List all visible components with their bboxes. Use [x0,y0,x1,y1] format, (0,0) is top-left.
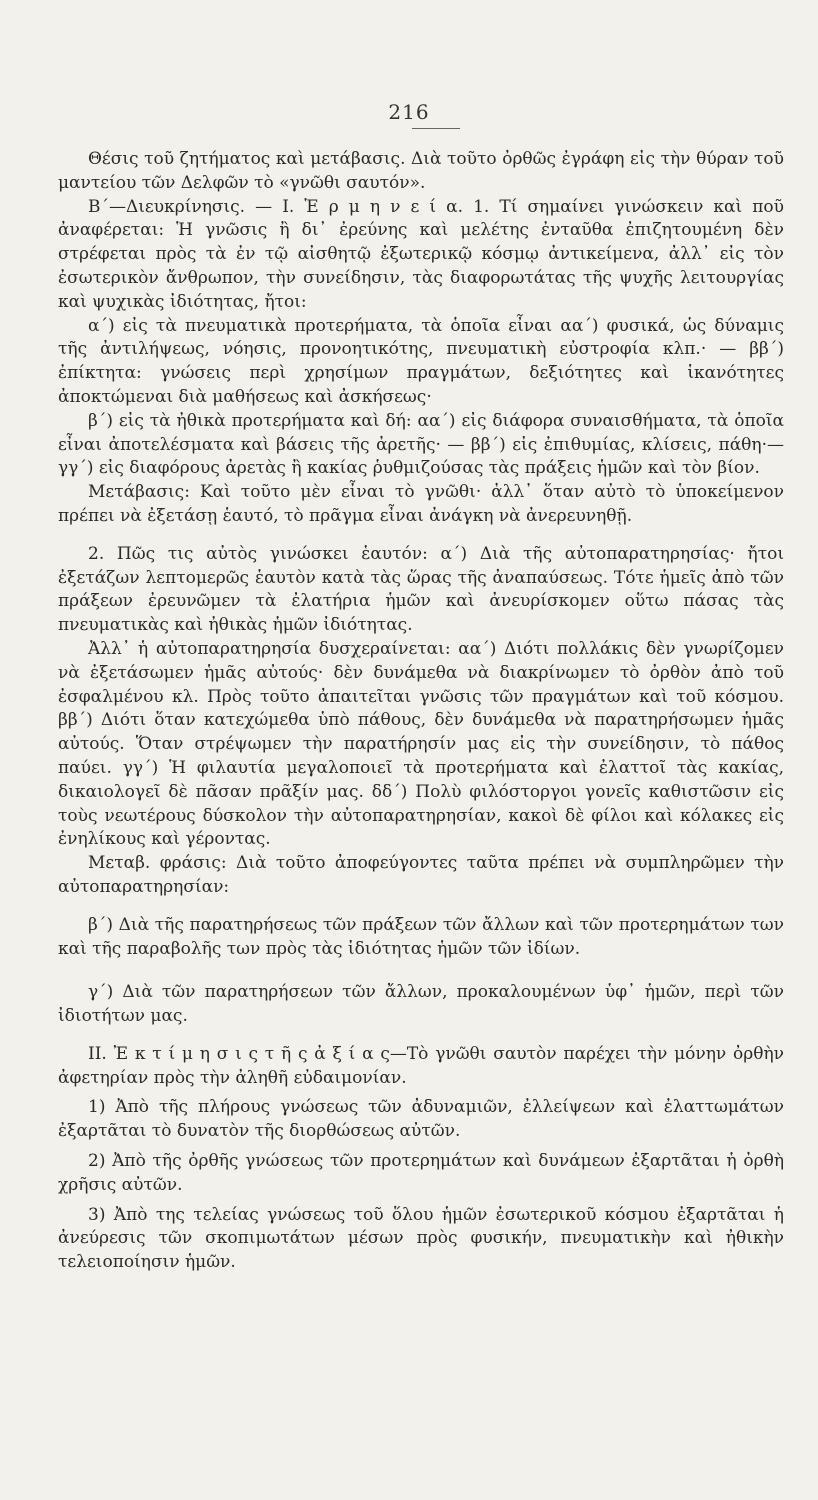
paragraph-transition: Μετάβασις: Καὶ τοῦτο μὲν εἶναι τὸ γνῶθι· ἀλλ᾽ ὅταν αὐτὸ τὸ ὑποκείμενον πρέπει νὰ ἐξετάσῃ ἑαυτό, τὸ πρᾶγμα εἶναι ἀνάγκη νὰ ἀνερευνηθῇ. [58,482,784,526]
paragraph-others-remarks: γ΄) Διὰ τῶν παρατηρήσεων τῶν ἄλλων, προκαλουμένων ὑφ᾽ ἡμῶν, περὶ τῶν ἰδιοτήτων μας. [58,982,784,1027]
paragraph-transition-phrase: Μεταβ. φράσις: Διὰ τοῦτο ἀποφεύγοντες ταῦτα πρέπει νὰ συμπληρῶμεν τὴν αὐτοπαρατηρησίαν: [58,853,784,897]
paragraph-valuation: ΙΙ. Ἐ κ τ ί μ η σ ι ς τ ῆ ς ἀ ξ ί α ς—Τὸ γνῶθι σαυτὸν παρέχει τὴν μόνην ὀρθὴν ἀφετηρίαν πρὸς τὴν ἀληθῆ εὐδαιμονίαν. [58,1043,784,1088]
paragraph-point-3: 3) Ἀπὸ της τελείας γνώσεως τοῦ ὅλου ἡμῶν ἐσωτερικοῦ κόσμου ἐξαρτᾶται ἡ ἀνεύρεσις τῶν σκοπιμωτάτων μέσων πρὸς φυσικήν, πνευματικὴν καὶ ἠθικὴν τελειοποίησιν ἡμῶν. [58,1204,784,1273]
paragraph-point-1: 1) Ἀπὸ τῆς πλήρους γνώσεως τῶν ἀδυναμιῶν, ἐλλείψεων καὶ ἐλαττωμάτων ἐξαρτᾶται τὸ δυνατὸν τῆς διορθώσεως αὐτῶν. [58,1097,784,1142]
paragraph-clarification: Β΄—Διευκρίνησις. — Ι. Ἑ ρ μ η ν ε ί α. 1. Τί σημαίνει γινώσκειν καὶ ποῦ ἀναφέρεται: Ἡ γνῶσις ἢ δι᾽ ἐρεύνης καὶ μελέτης ἐνταῦθα ἐπιζητουμένη δὲν στρέφεται πρὸς τὰ ἐν τῷ αἰσθητῷ ἐξωτερικῷ κόσμῳ ἀντικείμενα, ἀλλ᾽ εἰς τὸν ἐσωτερικὸν ἄνθρωπον, τὴν συνείδησιν, τὰς διαφορωτάτας τῆς ψυχῆς λειτουργίας καὶ ψυχικὰς ἰδιότητας, ἤτοι: [58,196,784,312]
paragraph-thesis: Θέσις τοῦ ζητήματος καὶ μετάβασις. Διὰ τοῦτο ὀρθῶς ἐγράφη εἰς τὴν θύραν τοῦ μαντείου τῶν Δελφῶν τὸ «γνῶθι σαυτόν». [58,149,784,193]
paragraph-moral-qualities: β΄) εἰς τὰ ἠθικὰ προτερήματα καὶ δή: αα΄) εἰς διάφορα συναισθήματα, τὰ ὁποῖα εἶναι ἀποτελέσματα καὶ βάσεις τῆς ἀρετῆς· — ββ΄) εἰς ἐπιθυμίας, κλίσεις, πάθη·—γγ΄) εἰς διαφόρους ἀρετὰς ἢ κακίας ῥυθμιζούσας τὰς πράξεις ἡμῶν καὶ τὸν βίον. [58,410,784,479]
paragraph-point-2: 2) Ἀπὸ τῆς ὀρθῆς γνώσεως τῶν προτερημάτων καὶ δυνάμεων ἐξαρτᾶται ἡ ὀρθὴ χρῆσις αὐτῶν. [58,1151,784,1195]
page-text [58,148,784,1275]
paragraph-difficulties: Ἀλλ᾽ ἡ αὐτοπαρατηρησία δυσχεραίνεται: αα΄) Διότι πολλάκις δὲν γνωρίζομεν νὰ ἐξετάσωμεν ἡμᾶς αὐτούς· δὲν δυνάμεθα νὰ διακρίνωμεν τὸ ὀρθὸν ἀπὸ τοῦ ἐσφαλμένου κλ. Πρὸς τοῦτο ἀπαιτεῖται γνῶσις τῶν πραγμάτων καὶ τοῦ κόσμου. ββ΄) Διότι ὅταν κατεχώμεθα ὑπὸ πάθους, δὲν δυνάμεθα νὰ παρατηρήσωμεν ἡμᾶς αὐτούς. Ὅταν στρέψωμεν τὴν παρατήρησίν μας εἰς τὴν συνείδησιν, τὸ πάθος παύει. γγ΄) Ἡ φιλαυτία μεγαλοποιεῖ τὰ προτερήματα καὶ ἐλαττοῖ τὰς κακίας, δικαιολογεῖ δὲ πᾶσαν πρᾶξίν μας. δδ΄) Πολὺ φιλόστοργοι γονεῖς καθιστῶσιν εἰς τοὺς νεωτέρους δύσκολον τὴν αὐτοπαρατηρησίαν, κακοὶ δὲ φίλοι καὶ κόλακες εἰς ἐνηλίκους καὶ γέροντας. [58,638,784,850]
page-number: 216 [388,100,430,124]
paragraph-observing-others: β΄) Διὰ τῆς παρατηρήσεως τῶν πράξεων τῶν ἄλλων καὶ τῶν προτερημάτων των καὶ τῆς παραβολῆς των πρὸς τὰς ἰδιότητας ἡμῶν τῶν ἰδίων. [58,914,784,959]
paragraph-self-observation: 2. Πῶς τις αὐτὸς γινώσκει ἑαυτόν: α΄) Διὰ τῆς αὐτοπαρατηρησίας· ἤτοι ἐξετάζων λεπτομερῶς ἑαυτὸν κατὰ τὰς ὥρας τῆς ἀναπαύσεως. Τότε ἡμεῖς ἀπὸ τῶν πράξεων ἐρευνῶμεν τὰ ἐλατήρια ἡμῶν καὶ ἀνευρίσκομεν οὕτω πάσας τὰς πνευματικὰς καὶ ἠθικὰς ἡμῶν ἰδιότητας. [58,543,784,636]
paragraph-spiritual-qualities: α΄) εἰς τὰ πνευματικὰ προτερήματα, τὰ ὁποῖα εἶναι αα΄) φυσικά, ὡς δύναμις τῆς ἀντιλήψεως, νόησις, προνοητικότης, πνευματικὴ εὐστροφία κλπ.· — ββ΄) ἐπίκτητα: γνώσεις περὶ χρησίμων πραγμάτων, δεξιότητες καὶ ἱκανότητες ἀποκτώμεναι διὰ μαθήσεως καὶ ἀσκήσεως· [58,315,784,407]
page-number-underline [412,128,460,129]
